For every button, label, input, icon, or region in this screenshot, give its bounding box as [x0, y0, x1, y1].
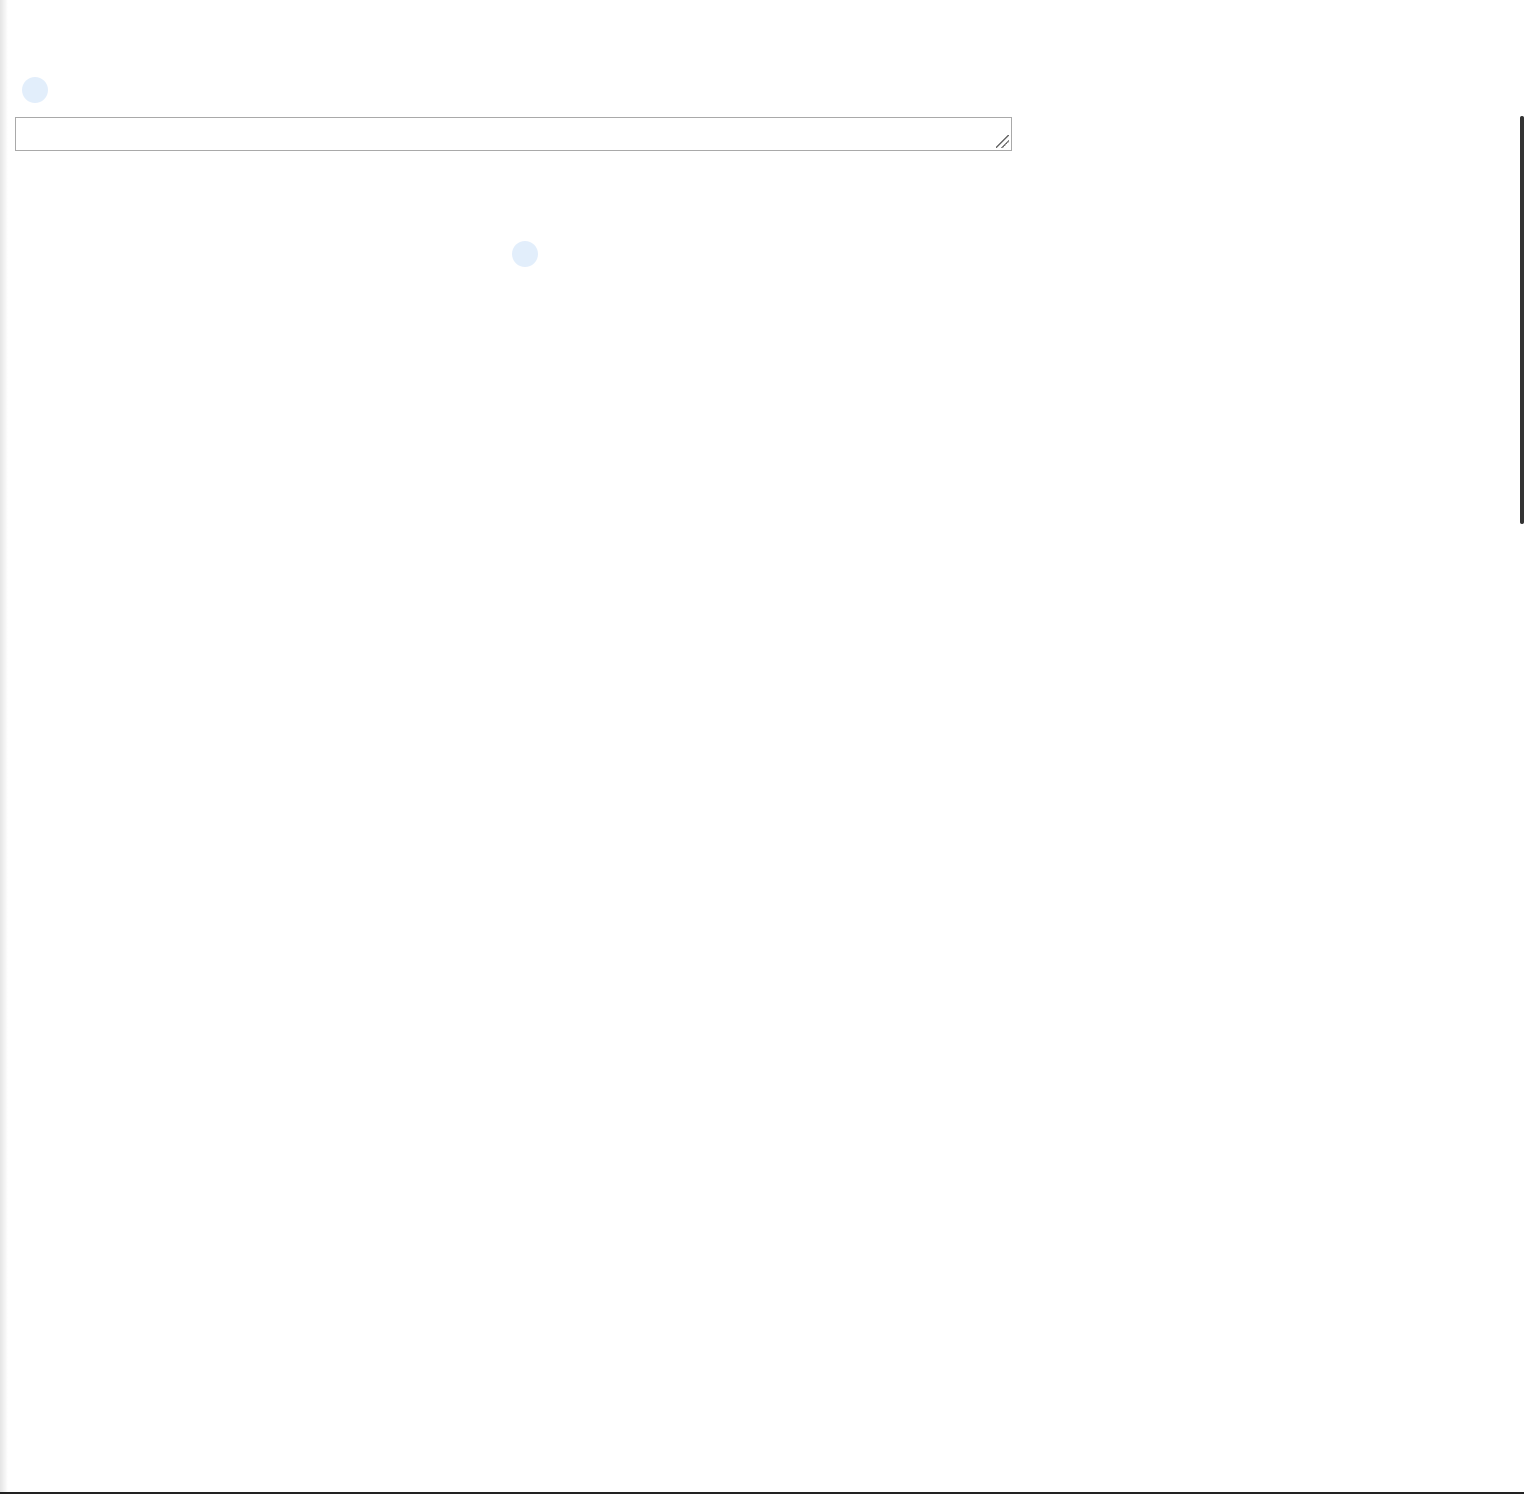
general-notes-heading [16, 76, 48, 103]
scrollbar-thumb[interactable] [1520, 116, 1524, 524]
left-edge-shade [0, 0, 8, 1494]
help-icon[interactable] [22, 77, 48, 103]
general-notes-textarea[interactable] [15, 117, 1012, 151]
help-icon[interactable] [512, 241, 538, 267]
resize-handle-icon[interactable] [996, 135, 1009, 148]
header-notes [506, 240, 538, 267]
